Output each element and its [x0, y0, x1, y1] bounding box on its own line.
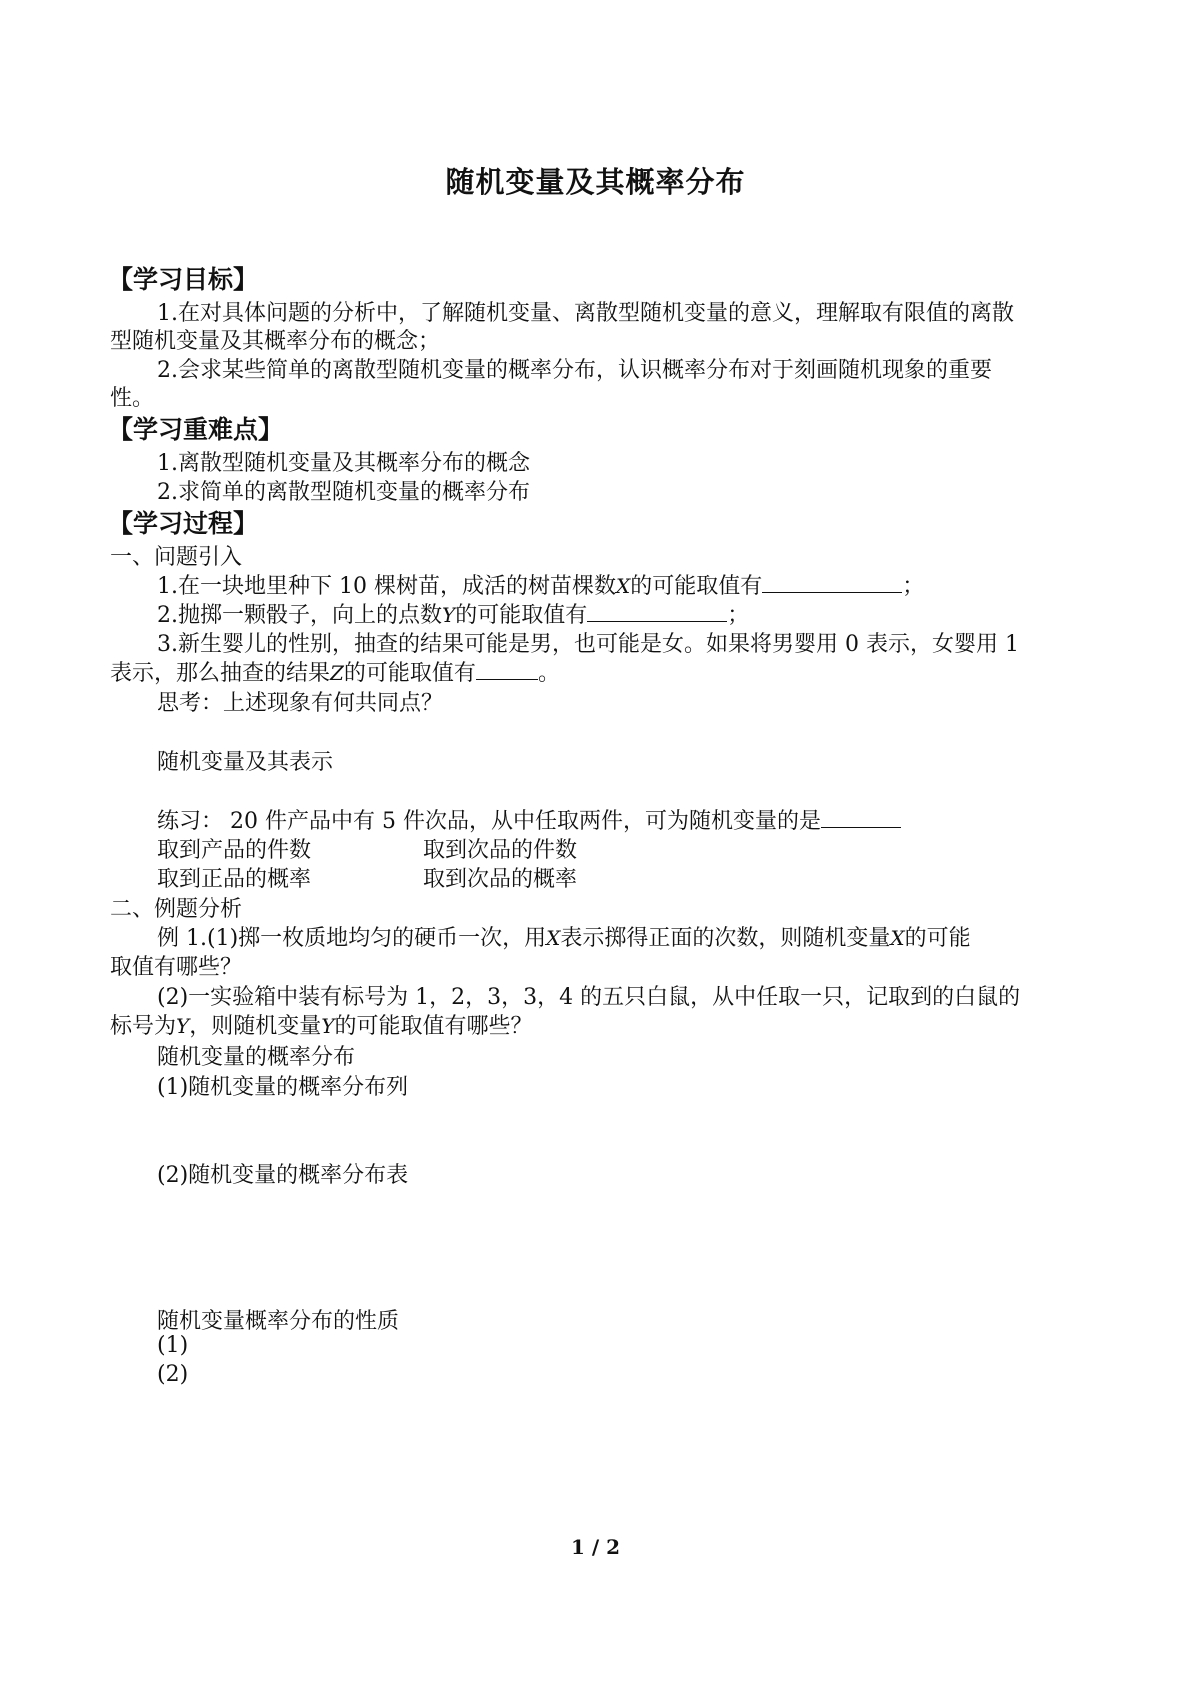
question-1: [157, 569, 924, 600]
variable-y: Y: [321, 1014, 335, 1038]
answer-blank[interactable]: [762, 574, 902, 593]
question-3-text: 表示，那么抽查的结果: [110, 661, 331, 686]
rv-representation-heading: 随机变量及其表示: [157, 750, 334, 775]
example-1-text-2: 表示掷得正面的次数，则随机变量: [560, 926, 891, 951]
question-1-text-2: 的可能取值有: [630, 574, 763, 599]
question-3-line-1: 3.新生婴儿的性别，抽查的结果可能是男，也可能是女。如果将男婴用 0 表示，女婴用 1: [157, 632, 1019, 657]
distribution-item-2: (2)随机变量的概率分布表: [157, 1163, 409, 1188]
distribution-item-1: (1)随机变量的概率分布列: [157, 1075, 409, 1100]
exercise-text: 练习： 20 件产品中有 5 件次品，从中任取两件，可为随机变量的是: [157, 809, 821, 834]
variable-y: Y: [442, 603, 456, 627]
variable-y: Y: [176, 1014, 190, 1038]
question-3-text-2: 的可能取值有: [343, 661, 476, 686]
example-1-line-1: [157, 921, 971, 952]
properties-heading: 随机变量概率分布的性质: [157, 1309, 400, 1334]
key-point-2: 2.求简单的离散型随机变量的概率分布: [157, 480, 530, 505]
question-3-line-2: [110, 656, 560, 687]
distribution-heading: 随机变量的概率分布: [157, 1045, 356, 1070]
option-b: 取到次品的件数: [423, 838, 578, 863]
variable-x: X: [890, 926, 905, 950]
objective-2-line-2: 性。: [110, 386, 155, 411]
objectives-heading: 【学习目标】: [108, 265, 259, 294]
key-point-1: 1.离散型随机变量及其概率分布的概念: [157, 451, 530, 476]
question-1-text: 1.在一块地里种下 10 棵树苗，成活的树苗棵数: [157, 574, 616, 599]
objective-2-line-1: 2.会求某些简单的离散型随机变量的概率分布，认识概率分布对于刻画随机现象的重要: [157, 358, 992, 383]
page-number: 1 / 2: [570, 1535, 621, 1559]
property-2: (2): [157, 1362, 189, 1387]
example-2-text: 标号为: [110, 1014, 177, 1039]
example-2-text-2: ，则随机变量: [189, 1014, 322, 1039]
question-2-text: 2.抛掷一颗骰子，向上的点数: [157, 603, 442, 628]
part-2-heading: 二、例题分析: [110, 897, 243, 922]
option-c: 取到正品的概率: [157, 867, 312, 892]
property-1: (1): [157, 1333, 189, 1358]
example-1-line-2: 取值有哪些？: [110, 955, 243, 980]
page-title: 随机变量及其概率分布: [445, 165, 746, 199]
option-d: 取到次品的概率: [423, 867, 578, 892]
example-2-text-3: 的可能取值有哪些？: [334, 1014, 533, 1039]
question-1-end: ；: [902, 574, 925, 599]
variable-x: X: [615, 574, 631, 598]
answer-blank[interactable]: [821, 809, 901, 828]
question-2-text-2: 的可能取值有: [455, 603, 588, 628]
answer-blank[interactable]: [587, 603, 727, 622]
exercise: [157, 804, 901, 835]
answer-blank[interactable]: [476, 661, 538, 680]
example-2-line-2: [110, 1009, 532, 1040]
question-2-end: ；: [727, 603, 750, 628]
question-3-end: 。: [537, 661, 560, 686]
objective-1-line-1: 1.在对具体问题的分析中，了解随机变量、离散型随机变量的意义，理解取有限值的离散: [157, 301, 1014, 326]
objective-1-line-2: 型随机变量及其概率分布的概念；: [110, 329, 441, 354]
think-prompt: 思考：上述现象有何共同点？: [157, 691, 444, 716]
option-a: 取到产品的件数: [157, 838, 312, 863]
example-1-text: 例 1.(1)掷一枚质地均匀的硬币一次，用: [157, 926, 547, 951]
variable-x: X: [546, 926, 561, 950]
part-1-heading: 一、问题引入: [110, 545, 243, 570]
question-2: [157, 598, 749, 629]
example-2-line-1: (2)一实验箱中装有标号为 1，2，3，3，4 的五只白鼠，从中任取一只，记取到的白鼠的: [157, 985, 1021, 1010]
key-points-heading: 【学习重难点】: [108, 415, 284, 444]
process-heading: 【学习过程】: [108, 509, 259, 538]
variable-z: Z: [330, 661, 344, 685]
example-1-text-3: 的可能: [904, 926, 971, 951]
